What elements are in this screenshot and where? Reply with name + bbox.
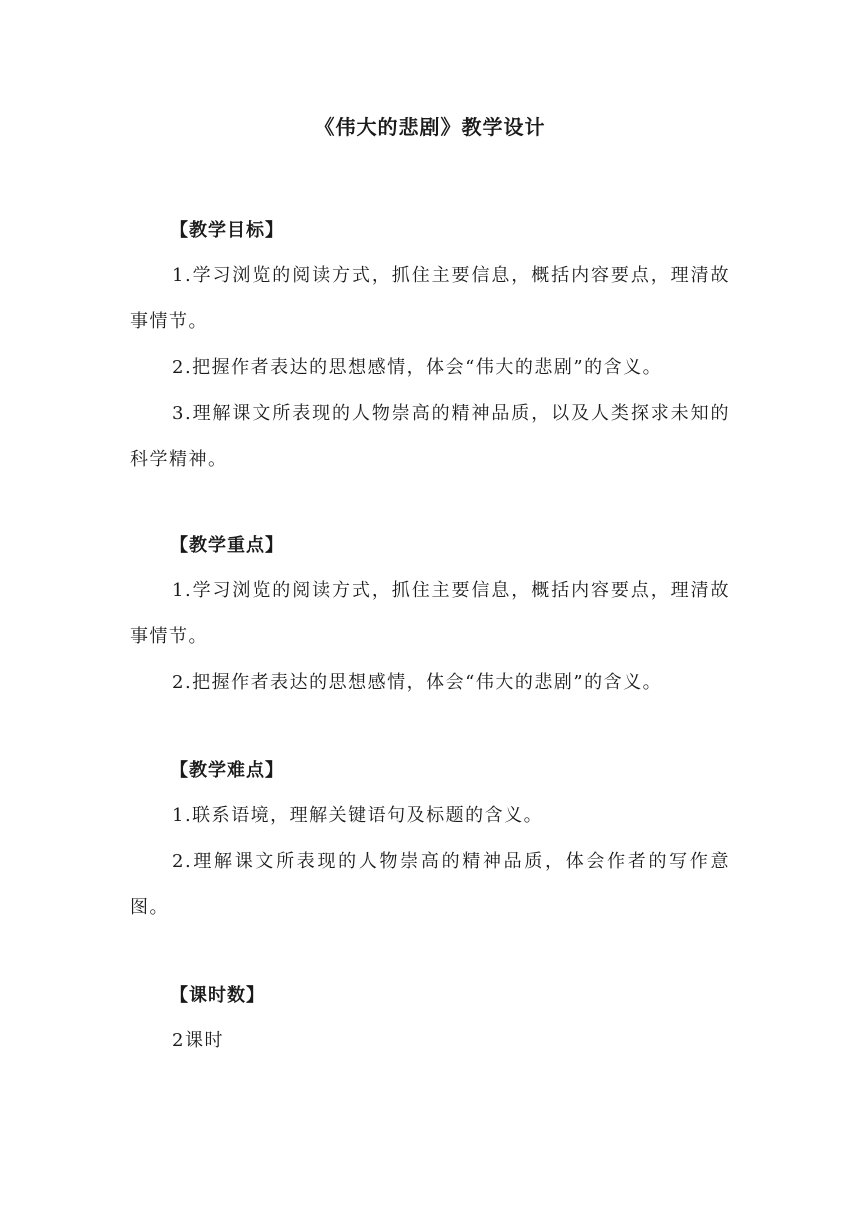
section-heading: 【教学目标】 (170, 220, 284, 241)
section-heading: 【教学难点】 (170, 760, 284, 781)
section-key-points (130, 531, 730, 706)
section-item: 3.理解课文所表现的人物崇高的精神品质，以及人类探求未知的科学精神。 (130, 403, 730, 470)
document-title: 《伟大的悲剧》教学设计 (314, 115, 546, 139)
section-heading: 【课时数】 (170, 985, 265, 1006)
section-item: 1.学习浏览的阅读方式，抓住主要信息，概括内容要点，理清故事情节。 (130, 580, 730, 647)
section-class-hours (130, 981, 730, 1064)
section-item: 2.把握作者表达的思想感情，体会“伟大的悲剧”的含义。 (172, 357, 663, 378)
section-teaching-objectives (130, 216, 730, 483)
section-heading: 【教学重点】 (170, 535, 284, 556)
section-difficulties (130, 756, 730, 931)
section-item: 2.理解课文所表现的人物崇高的精神品质，体会作者的写作意图。 (130, 851, 730, 918)
section-item: 2.把握作者表达的思想感情，体会“伟大的悲剧”的含义。 (172, 672, 663, 693)
section-item: 1.联系语境，理解关键语句及标题的含义。 (172, 805, 544, 826)
section-item: 2课时 (172, 1030, 224, 1051)
section-item: 1.学习浏览的阅读方式，抓住主要信息，概括内容要点，理清故事情节。 (130, 265, 730, 332)
